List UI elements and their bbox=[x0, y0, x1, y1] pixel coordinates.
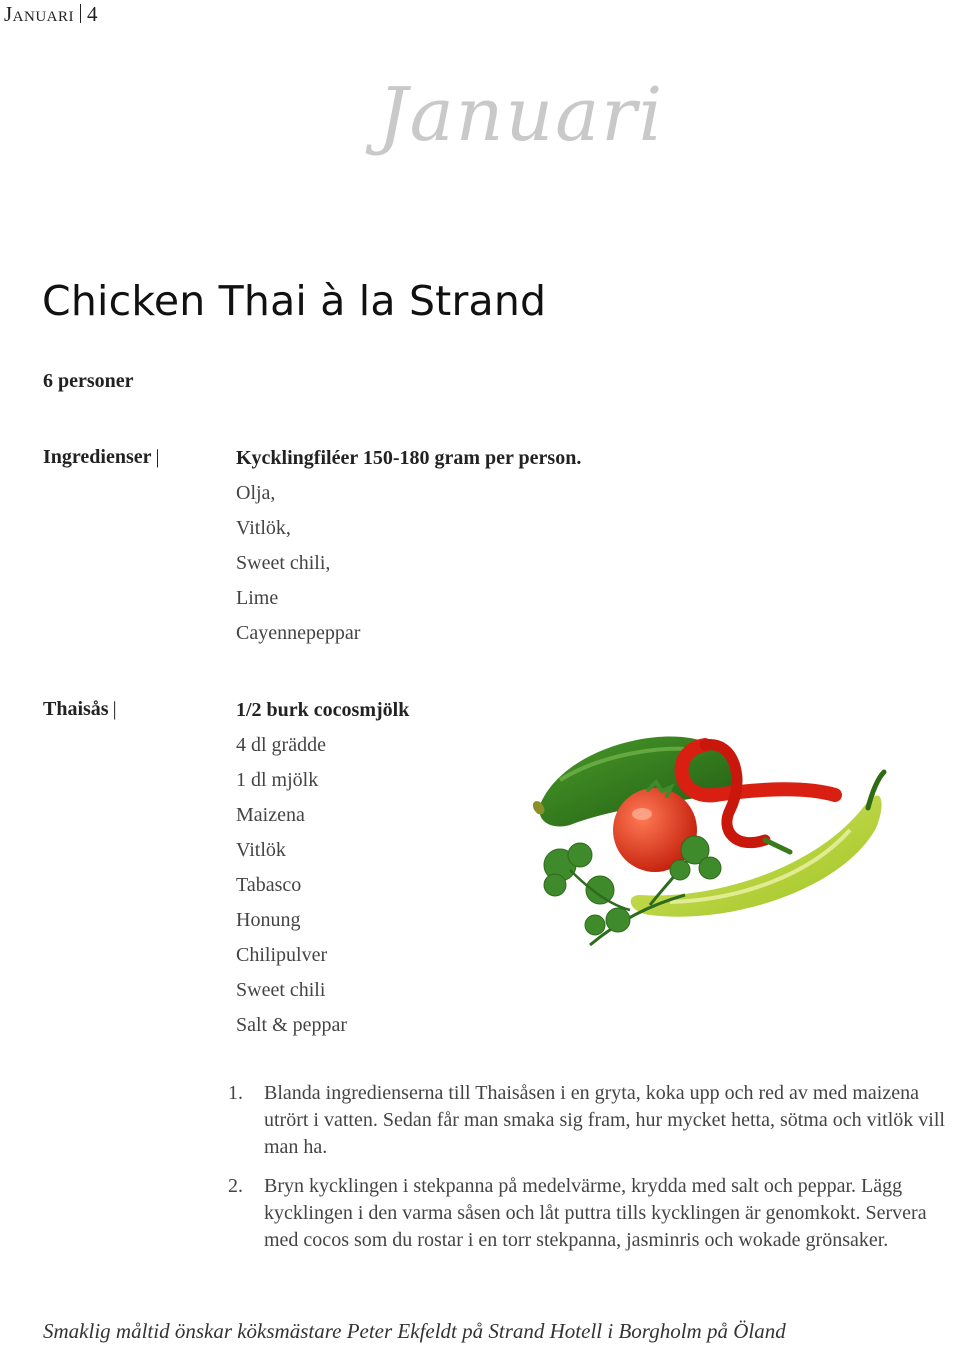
footer-credit: Smaklig måltid önskar köksmästare Peter Ekfeldt på Strand Hotell i Borgholm på Öland bbox=[43, 1319, 786, 1343]
sauce-item: Tabasco bbox=[236, 874, 302, 896]
step-number: 2. bbox=[228, 1175, 243, 1197]
ingredient-item: Vitlök, bbox=[236, 517, 291, 539]
recipe-title: Chicken Thai à la Strand bbox=[42, 277, 547, 325]
header-divider bbox=[80, 4, 81, 23]
step-number: 1. bbox=[228, 1082, 243, 1104]
sauce-item: Salt & peppar bbox=[236, 1014, 348, 1036]
ingredient-item: Kycklingfiléer 150-180 gram per person. bbox=[236, 447, 582, 469]
step-text: Blanda ingredienserna till Thaisåsen i en gryta, koka upp och red av med maizena utrört i vatten. Sedan får man smaka sig fram, hur mycket hetta, sötma och vitlök vill man ha. bbox=[264, 1082, 945, 1158]
sauce-item: Maizena bbox=[236, 804, 305, 826]
sauce-item: 1/2 burk cocosmjölk bbox=[236, 699, 410, 721]
sauce-item: 4 dl grädde bbox=[236, 734, 326, 756]
sauce-item: Sweet chili bbox=[236, 979, 326, 1001]
servings: 6 personer bbox=[43, 370, 134, 392]
sauce-label: Thaisås | bbox=[43, 698, 117, 720]
sauce-label-text: Thaisås bbox=[43, 698, 109, 720]
ingredient-item: Sweet chili, bbox=[236, 552, 331, 574]
chapter-name: Januari bbox=[4, 2, 75, 26]
sauce-item: Chilipulver bbox=[236, 944, 328, 966]
step-text: Bryn kycklingen i stekpanna på medelvärme, krydda med salt och peppar. Lägg kycklingen i den varma såsen och låt puttra tills kycklingen är genomkokt. Servera med cocos som du rostar i en torr stekpanna, jasminris och wokade grönsaker. bbox=[264, 1175, 927, 1251]
running-head bbox=[4, 2, 98, 27]
ingredient-item: Lime bbox=[236, 587, 279, 609]
ingredients-label-text: Ingredienser bbox=[43, 446, 152, 468]
instruction-step bbox=[228, 1173, 958, 1254]
vegetables-photo bbox=[500, 690, 920, 990]
page-number: 4 bbox=[87, 2, 99, 26]
month-title: Januari bbox=[378, 72, 665, 158]
ingredient-item: Cayennepeppar bbox=[236, 622, 361, 644]
instruction-step bbox=[228, 1080, 958, 1161]
ingredients-list bbox=[236, 446, 581, 656]
sauce-item: Honung bbox=[236, 909, 301, 931]
sauce-ingredients-list bbox=[236, 698, 409, 1048]
ingredients-label: Ingredienser | bbox=[43, 446, 160, 468]
ingredient-item: Olja, bbox=[236, 482, 276, 504]
sauce-item: 1 dl mjölk bbox=[236, 769, 319, 791]
sauce-item: Vitlök bbox=[236, 839, 286, 861]
instructions-list bbox=[228, 1080, 958, 1266]
